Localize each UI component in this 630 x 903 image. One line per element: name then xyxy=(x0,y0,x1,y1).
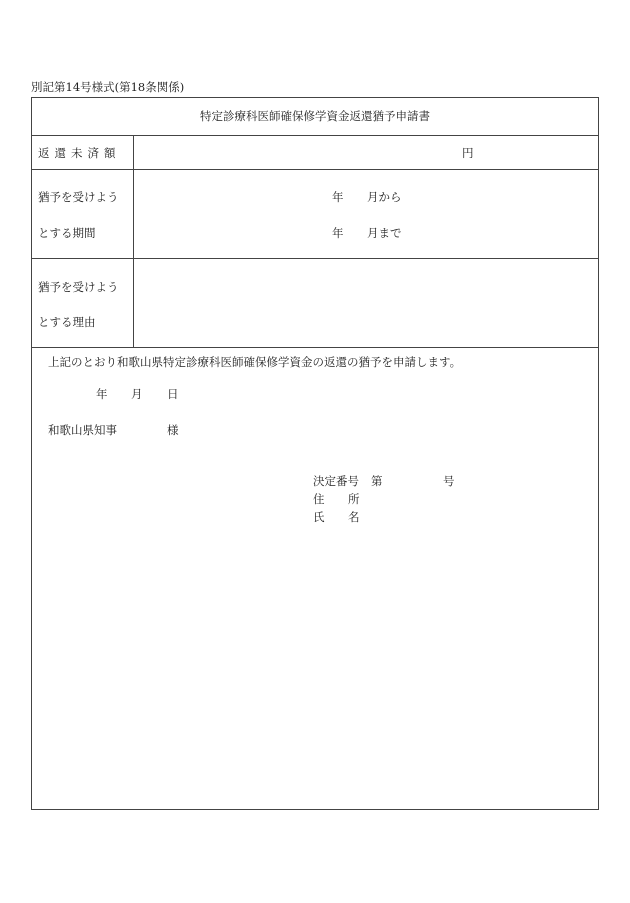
reason-label-line1: 猶予を受けよう xyxy=(38,280,119,294)
divider xyxy=(31,347,599,348)
divider xyxy=(31,135,599,136)
period-from-year: 年 xyxy=(332,190,344,204)
decision-number-go: 号 xyxy=(443,474,455,488)
outstanding-amount-unit: 円 xyxy=(462,146,474,160)
reason-label-line2: とする理由 xyxy=(38,315,96,329)
form-title: 特定診療科医師確保修学資金返還猶予申請書 xyxy=(200,109,430,123)
address-label-char2: 所 xyxy=(348,492,360,506)
addressee-name: 和歌山県知事 xyxy=(48,423,117,437)
column-divider xyxy=(133,135,134,347)
outstanding-amount-label: 返還未済額 xyxy=(38,146,121,160)
period-label-line2: とする期間 xyxy=(38,226,96,240)
period-to-month: 月まで xyxy=(367,226,402,240)
name-label-char2: 名 xyxy=(348,510,360,524)
declaration-text: 上記のとおり和歌山県特定診療科医師確保修学資金の返還の猶予を申請します。 xyxy=(48,355,462,369)
period-label-line1: 猶予を受けよう xyxy=(38,190,119,204)
divider xyxy=(31,169,599,170)
form-reference: 別記第14号様式(第18条関係) xyxy=(31,80,185,94)
decision-number-dai: 第 xyxy=(371,474,383,488)
address-label-char1: 住 xyxy=(313,492,325,506)
decision-number-label: 決定番号 xyxy=(313,474,359,488)
addressee-honorific: 様 xyxy=(167,423,179,437)
period-to-year: 年 xyxy=(332,226,344,240)
date-month: 月 xyxy=(131,387,143,401)
date-year: 年 xyxy=(96,387,108,401)
period-from-month: 月から xyxy=(367,190,402,204)
divider xyxy=(31,258,599,259)
name-label-char1: 氏 xyxy=(313,510,325,524)
date-day: 日 xyxy=(167,387,179,401)
